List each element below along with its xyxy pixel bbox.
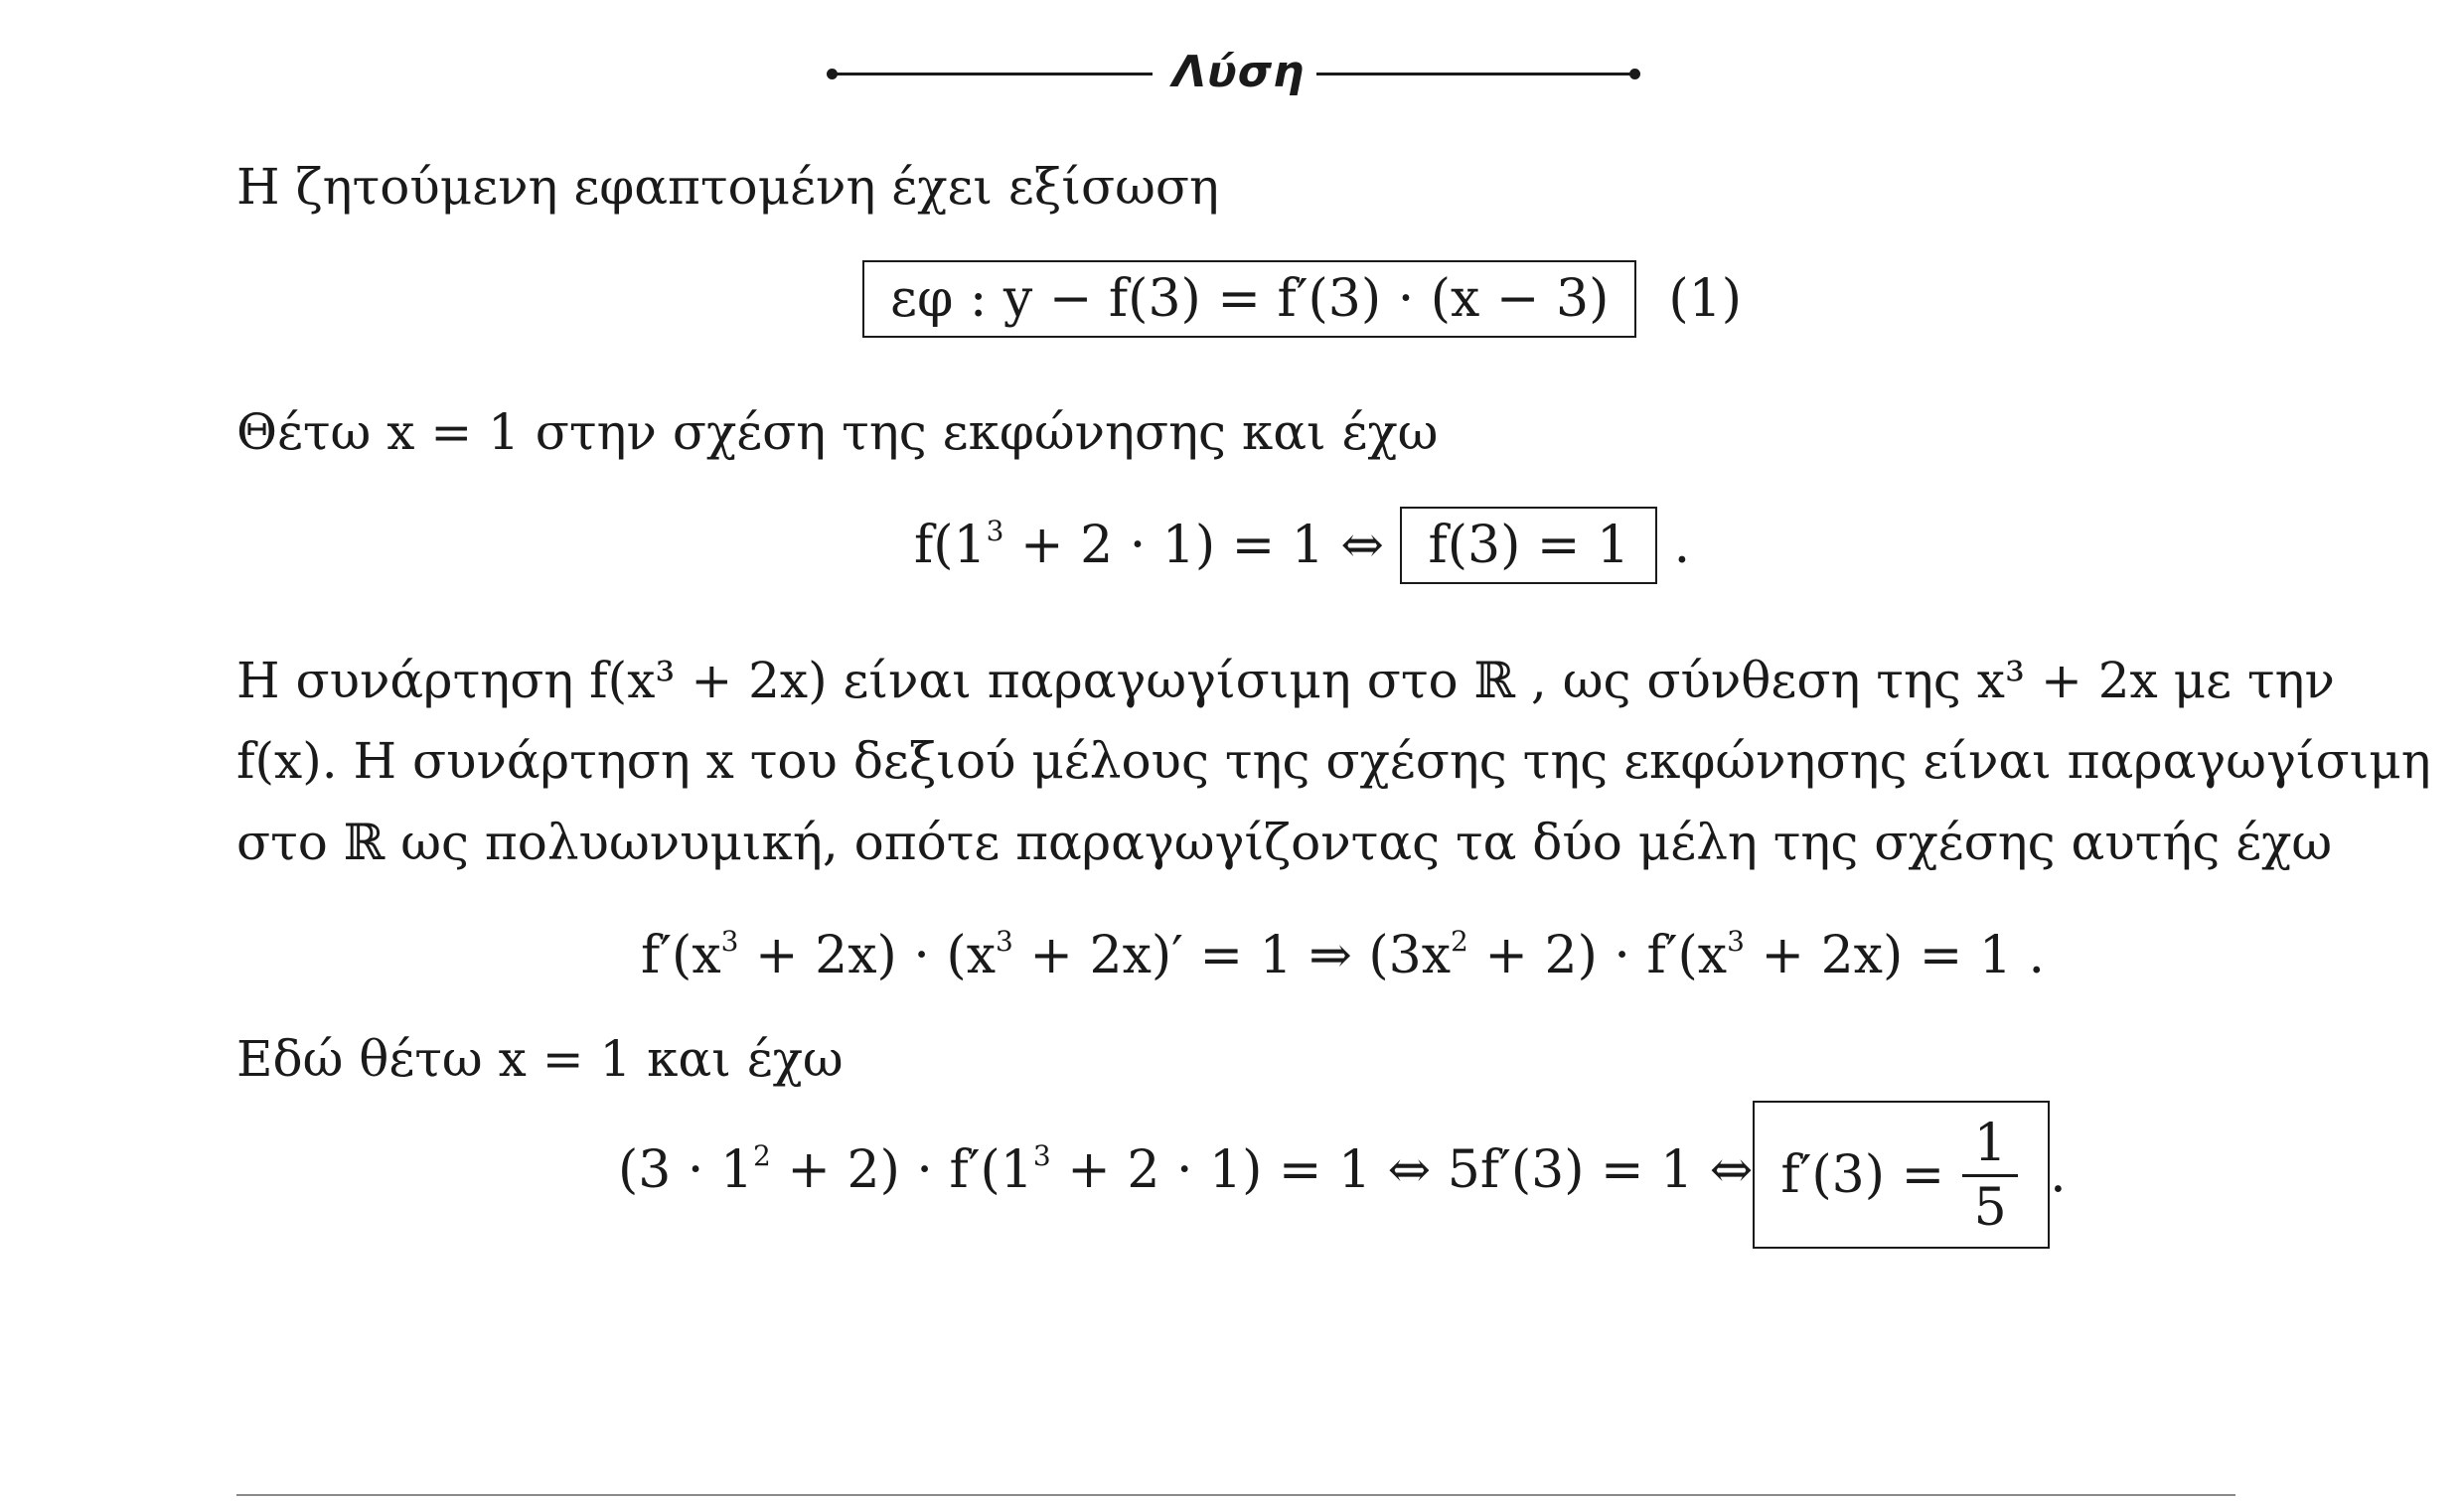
equation-f-prime-3-box [1753, 1101, 2050, 1249]
eq2-exponent: 3 [986, 515, 1004, 547]
eq4-box-lhs: f′(3) = [1780, 1145, 1945, 1206]
equation-f3-value [914, 507, 1690, 584]
paragraph-derivative-line2: f(x). Η συνάρτηση x του δεξιού μέλους της σχέσης της εκφώνησης είναι παραγωγίσιμη [236, 732, 2431, 790]
paragraph-tangent-intro: Η ζητούμενη εφαπτομένη έχει εξίσωση [236, 158, 1219, 216]
equation-tag: (1) [1668, 269, 1743, 329]
paragraph-substitute: Εδώ θέτω x = 1 και έχω [236, 1030, 844, 1088]
eq3-part: + 2) · f′(x [1467, 926, 1728, 985]
paragraph-derivative-line3: στο ℝ ως πολυωνυμική, οπότε παραγωγίζοντας τα δύο μέλη της σχέσης αυτής έχω [236, 814, 2333, 871]
eq3-part: + 2x) · (x [738, 926, 997, 985]
eq4-part: (3 · 1 [618, 1140, 754, 1201]
eq4-end: . [2050, 1144, 2067, 1205]
eq4-lhs [618, 1140, 1753, 1200]
eq3-part: + 2x) = 1 . [1744, 926, 2046, 985]
eq3-part: + 2x)′ = 1 ⇒ (3x [1012, 926, 1452, 985]
section-heading [825, 38, 1639, 107]
heading-title: Λύση [1172, 47, 1306, 97]
fraction-one-fifth [1962, 1113, 2018, 1239]
heading-left-rule [835, 73, 1153, 75]
equation-tangent-box: εφ : y − f(3) = f′(3) · (x − 3) [862, 260, 1636, 338]
equation-differentiation [641, 926, 2045, 993]
eq2-part: + 2 · 1) = 1 ⇔ [1003, 516, 1401, 575]
equation-f3-box: f(3) = 1 [1400, 507, 1657, 584]
eq2-end: . [1657, 516, 1691, 575]
equation-f-prime-3 [618, 1101, 2067, 1249]
eq3-exponent: 3 [720, 925, 739, 958]
eq4-exponent: 2 [753, 1139, 771, 1173]
eq2-part: f(1 [914, 516, 987, 575]
heading-right-dot [1629, 69, 1640, 79]
eq3-exponent: 3 [996, 925, 1013, 958]
eq4-exponent: 3 [1032, 1139, 1051, 1173]
eq3-exponent: 2 [1451, 925, 1468, 958]
paragraph-derivative-line1: Η συνάρτηση f(x³ + 2x) είναι παραγωγίσιμη στο ℝ , ως σύνθεση της x³ + 2x με την [236, 652, 2335, 709]
eq3-part: f′(x [641, 926, 721, 985]
paragraph-set-x: Θέτω x = 1 στην σχέση της εκφώνησης και έχω [236, 403, 1439, 461]
equation-tangent [862, 260, 1742, 338]
eq4-part: + 2) · f′(1 [770, 1140, 1033, 1201]
eq4-part: + 2 · 1) = 1 ⇔ 5f′(3) = 1 ⇔ [1050, 1140, 1754, 1201]
eq3-exponent: 3 [1727, 925, 1745, 958]
heading-right-rule [1316, 73, 1634, 75]
fraction-numerator: 1 [1973, 1114, 2007, 1173]
fraction-denominator: 5 [1973, 1177, 2007, 1238]
footer-rule [236, 1494, 2235, 1496]
